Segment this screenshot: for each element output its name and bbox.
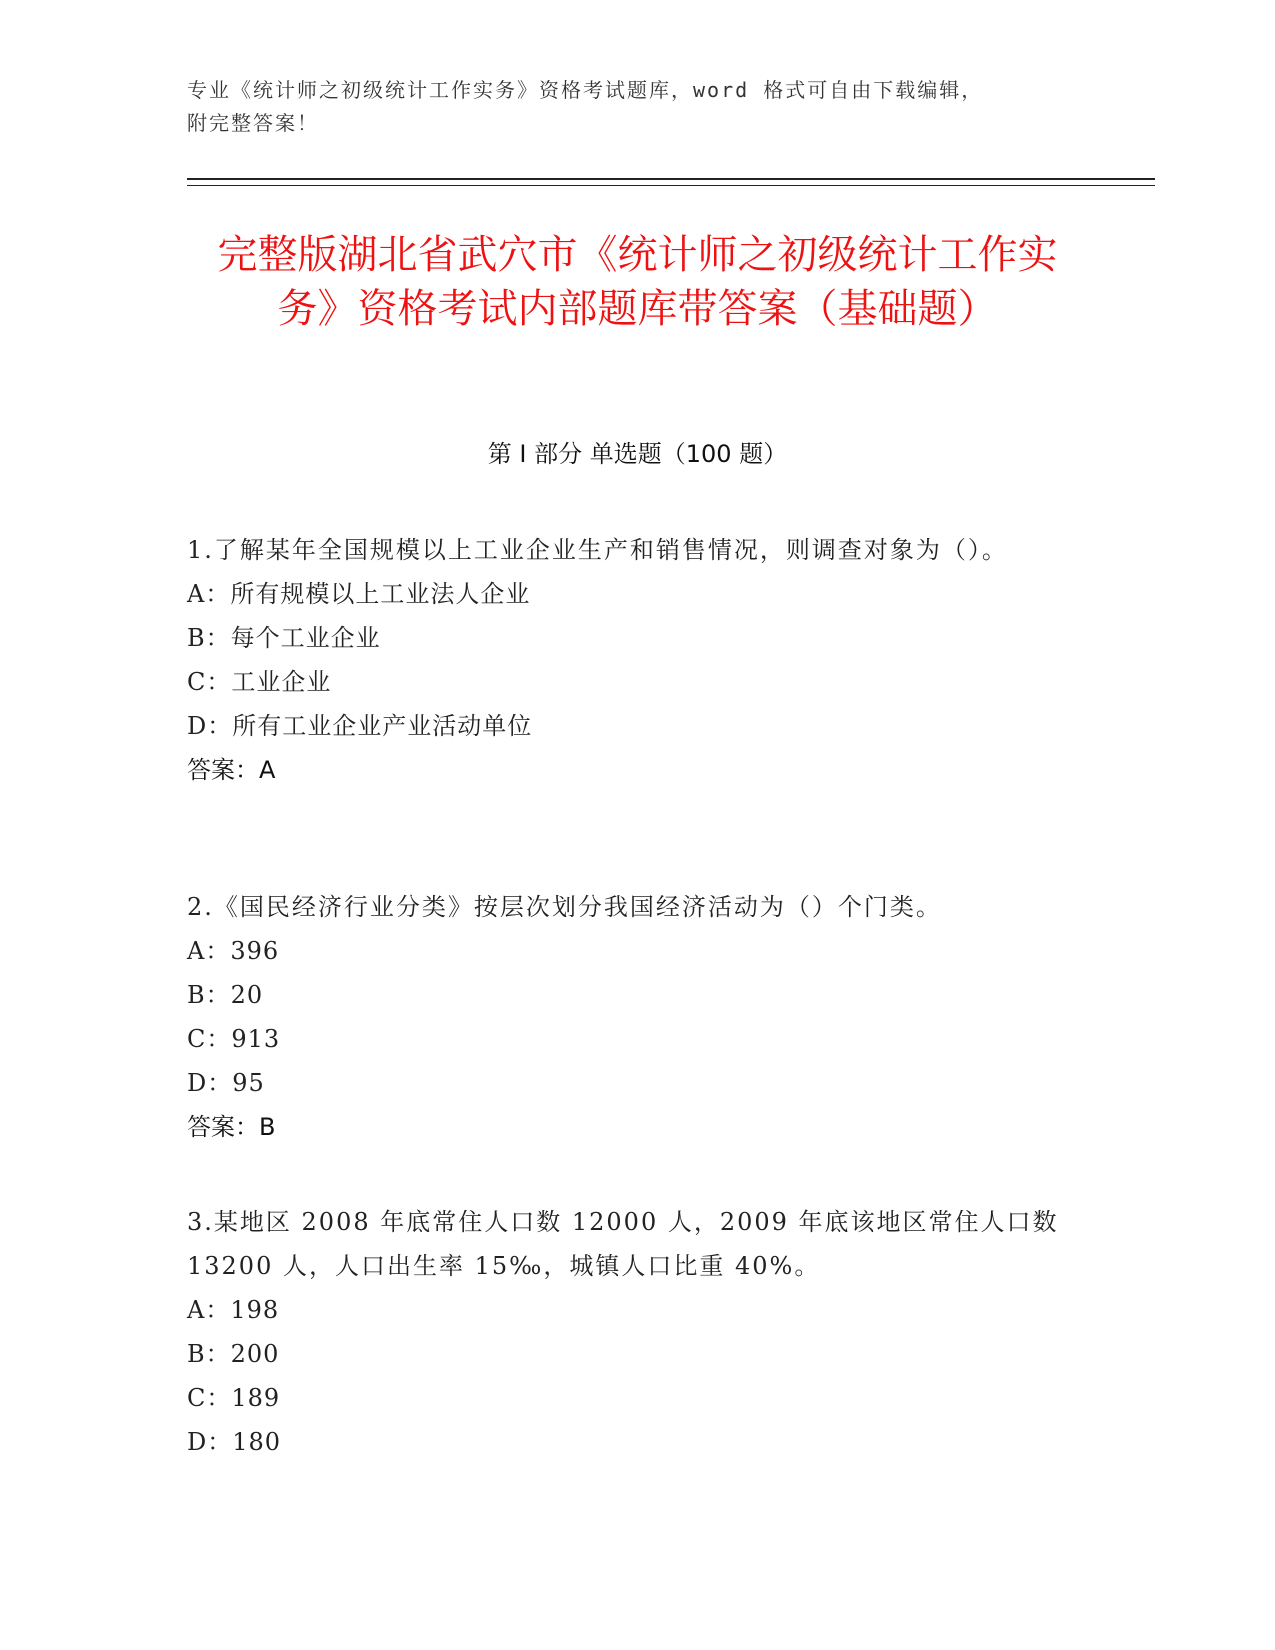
option-letter: B： (187, 624, 231, 652)
option-letter: D： (187, 1428, 233, 1456)
option-b (187, 973, 1087, 1017)
question-text (187, 885, 1087, 929)
header-note-line2: 附完整答案！ (187, 111, 319, 135)
question-stem: 了解某年全国规模以上工业企业生产和销售情况，则调查对象为（）。 (213, 536, 1008, 564)
answer: 答案：A (187, 756, 276, 784)
option-letter: C： (187, 1384, 232, 1412)
header-note-line1: 专业《统计师之初级统计工作实务》资格考试题库，word 格式可自由下载编辑， (187, 78, 984, 102)
option-c (187, 1017, 1087, 1061)
option-d (187, 1420, 1087, 1464)
option-d (187, 704, 1087, 748)
option-text: 198 (230, 1296, 280, 1324)
option-text: 20 (230, 981, 264, 1009)
question-number: 2. (187, 893, 214, 921)
question-1 (187, 528, 1087, 792)
question-2 (187, 885, 1087, 1149)
question-text (187, 528, 1087, 572)
option-c (187, 660, 1087, 704)
option-c (187, 1376, 1087, 1420)
option-text: 所有工业企业产业活动单位 (232, 712, 533, 740)
question-number: 1. (187, 536, 214, 564)
option-letter: A： (187, 580, 231, 608)
option-a (187, 929, 1087, 973)
header-divider-thick (187, 178, 1155, 180)
question-3 (187, 1200, 1087, 1464)
header-divider-thin (187, 185, 1155, 186)
option-a (187, 1288, 1087, 1332)
option-letter: B： (187, 1340, 231, 1368)
option-b (187, 616, 1087, 660)
option-d (187, 1061, 1087, 1105)
option-letter: D： (187, 712, 233, 740)
option-text: 189 (231, 1384, 281, 1412)
section-heading: 第 I 部分 单选题（100 题） (487, 440, 788, 468)
option-text: 所有规模以上工业法人企业 (230, 580, 531, 608)
document-title: 完整版湖北省武穴市《统计师之初级统计工作实务》资格考试内部题库带答案（基础题） (217, 232, 1058, 332)
question-stem: 《国民经济行业分类》按层次划分我国经济活动为（）个门类。 (213, 893, 942, 921)
option-letter: A： (187, 937, 231, 965)
question-text (187, 1200, 1087, 1288)
option-letter: C： (187, 668, 232, 696)
option-letter: D： (187, 1069, 233, 1097)
option-letter: A： (187, 1296, 231, 1324)
option-text: 工业企业 (231, 668, 332, 696)
option-b (187, 1332, 1087, 1376)
option-text: 每个工业企业 (230, 624, 381, 652)
option-a (187, 572, 1087, 616)
question-stem: 某地区 2008 年底常住人口数 12000 人，2009 年底该地区常住人口数 13200 人，人口出生率 15‰，城镇人口比重 40%。 (187, 1208, 1059, 1280)
option-text: 95 (232, 1069, 265, 1097)
option-text: 913 (231, 1025, 281, 1053)
option-text: 180 (232, 1428, 282, 1456)
answer: 答案：B (187, 1113, 276, 1141)
option-letter: C： (187, 1025, 232, 1053)
option-text: 200 (230, 1340, 280, 1368)
header-note (187, 74, 1087, 140)
option-letter: B： (187, 981, 231, 1009)
option-text: 396 (230, 937, 280, 965)
question-number: 3. (187, 1208, 214, 1236)
